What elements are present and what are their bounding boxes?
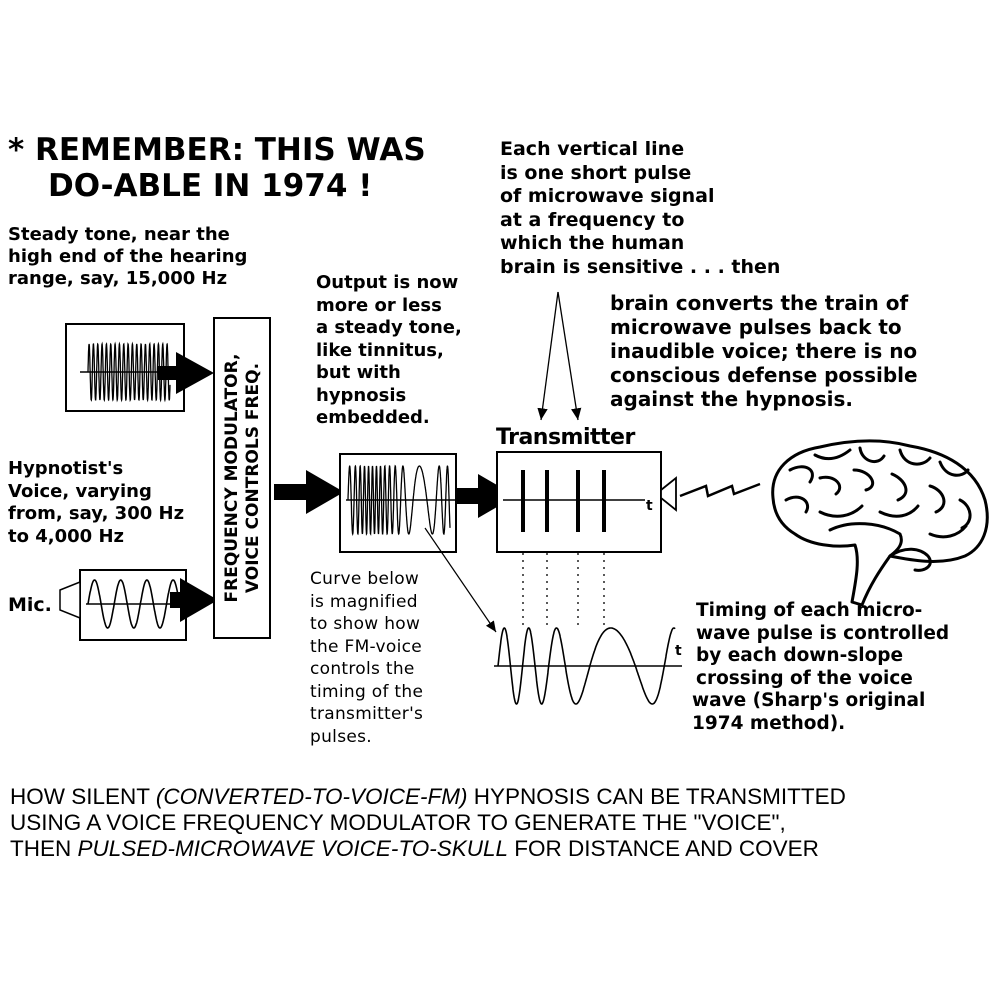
curve-note-line: pulses. xyxy=(310,726,372,747)
caption-line-1 xyxy=(10,784,846,810)
modulator-label-line: FREQUENCY MODULATOR, xyxy=(222,353,242,603)
curve-note-line: is magnified xyxy=(310,591,418,612)
caption-italic: (CONVERTED-TO-VOICE-FM) xyxy=(155,784,468,809)
pointer-line xyxy=(541,292,558,420)
output-note-line: but with xyxy=(316,362,401,383)
brain-note-line: microwave pulses back to xyxy=(610,315,902,339)
output-note-line: a steady tone, xyxy=(316,317,462,338)
brain-note-line: inaudible voice; there is no xyxy=(610,339,918,363)
steady-tone-line: range, say, 15,000 Hz xyxy=(8,268,228,289)
curve-note-line: controls the xyxy=(310,659,415,679)
modulator-label xyxy=(222,318,268,638)
pointer-line xyxy=(558,292,578,420)
curve-note-line: timing of the xyxy=(310,681,424,702)
pulse-note-line: is one short pulse xyxy=(500,161,692,184)
voice-note-line: Voice, varying xyxy=(8,480,152,502)
caption xyxy=(10,784,846,862)
curve-note-line: transmitter's xyxy=(310,704,424,724)
mic-icon xyxy=(60,582,80,618)
timing-note-line: wave (Sharp's original xyxy=(692,690,926,711)
voice-note-line: to 4,000 Hz xyxy=(8,525,124,547)
output-note-line: like tinnitus, xyxy=(316,339,444,361)
pulse-note-line: Each vertical line xyxy=(500,138,685,160)
timing-note-line: crossing of the voice xyxy=(696,667,913,689)
magnified-t-label: t xyxy=(675,643,682,659)
caption-line-3 xyxy=(10,836,846,862)
output-note-line: more or less xyxy=(316,294,442,316)
curve-note-line: Curve below xyxy=(310,569,420,589)
caption-text: FOR DISTANCE AND COVER xyxy=(508,836,819,861)
output-arrow xyxy=(274,470,344,514)
voice-note-line: from, say, 300 Hz xyxy=(8,503,185,524)
steady-tone-line: Steady tone, near the xyxy=(8,224,230,245)
output-note-line: embedded. xyxy=(316,407,430,428)
caption-text: THEN xyxy=(10,836,78,861)
transmitter-t-label: t xyxy=(646,498,653,514)
pulse-note-line: brain is sensitive . . . then xyxy=(500,255,781,278)
pulse-note-line: which the human xyxy=(500,232,685,254)
caption-italic: PULSED-MICROWAVE VOICE-TO-SKULL xyxy=(77,836,509,861)
curve-note-line: the FM-voice xyxy=(310,636,423,657)
output-note-line: hypnosis xyxy=(316,384,407,406)
headline-line-2: DO-ABLE IN 1974 ! xyxy=(48,168,373,204)
headline-line-1: * REMEMBER: THIS WAS xyxy=(8,132,426,168)
timing-note-line: wave pulse is controlled xyxy=(696,622,950,644)
timing-note-line: by each down-slope xyxy=(696,645,904,666)
magnify-pointer xyxy=(425,528,496,632)
steady-tone-line: high end of the hearing xyxy=(8,246,248,267)
pulse-note-line: at a frequency to xyxy=(500,208,685,231)
output-note-line: Output is now xyxy=(316,272,459,293)
brain-note-line: against the hypnosis. xyxy=(610,387,853,411)
brain-note-line: conscious defense possible xyxy=(610,363,918,387)
caption-line-2: USING A VOICE FREQUENCY MODULATOR TO GENERATE THE "VOICE", xyxy=(10,810,786,835)
brain-note-line: brain converts the train of xyxy=(610,291,909,315)
caption-text: HOW SILENT xyxy=(10,784,156,809)
pulse-note-line: of microwave signal xyxy=(500,185,715,207)
brain-illustration xyxy=(773,441,988,605)
timing-note-line: 1974 method). xyxy=(692,712,846,734)
timing-note-line: Timing of each micro- xyxy=(696,600,923,621)
antenna-icon xyxy=(661,478,676,510)
caption-text: HYPNOSIS CAN BE TRANSMITTED xyxy=(467,784,846,809)
beam-zigzag xyxy=(680,484,760,496)
mic-label: Mic. xyxy=(8,594,52,616)
curve-note-line: to show how xyxy=(310,614,421,634)
voice-note-line: Hypnotist's xyxy=(8,458,124,479)
transmitter-label: Transmitter xyxy=(496,425,635,450)
modulator-label-line: VOICE CONTROLS FREQ. xyxy=(243,362,263,594)
